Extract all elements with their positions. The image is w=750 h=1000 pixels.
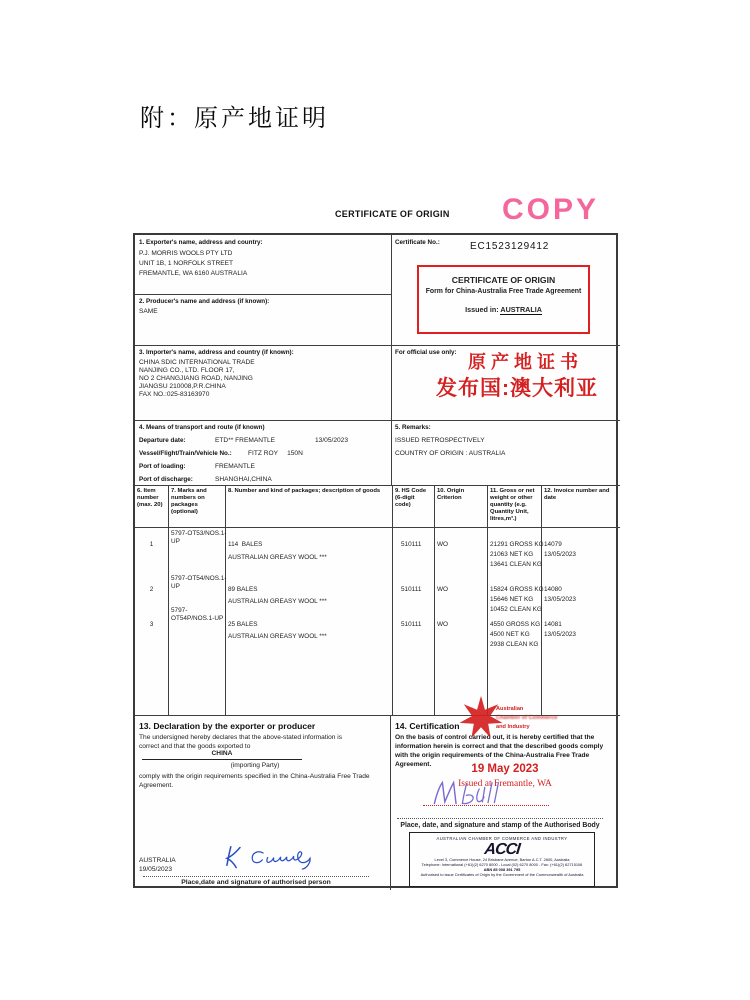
certificate-document <box>133 233 618 888</box>
exporter-label: 1. Exporter's name, address and country: <box>139 239 263 246</box>
row-marks: UP <box>171 538 180 545</box>
declaration-text: correct and that the goods exported to <box>139 743 251 750</box>
official-use-label: For official use only: <box>395 349 457 356</box>
row-invoice-date: 13/05/2023 <box>544 631 576 638</box>
divider <box>434 485 435 715</box>
authorised-body-caption: Place, date, and signature and stamp of the Authorised Body <box>400 822 600 829</box>
col-header-weight: 11. Gross or net weight or other quantity (e.g. Quantity Unit, litres,m³.) <box>490 488 535 522</box>
departure-date: 13/05/2023 <box>315 437 349 444</box>
remarks-label: 5. Remarks: <box>395 424 431 431</box>
row-weight: 2938 CLEAN KG <box>490 641 539 648</box>
col-header-hscode: 9. HS Code (6-digit code) <box>395 488 427 508</box>
declaration-date: 19/05/2023 <box>139 866 173 873</box>
issued-at: Issued at Fremantle, WA <box>458 779 552 789</box>
declaration-caption: Place,date and signature of authorised person <box>181 879 331 886</box>
row-hscode: 510111 <box>401 586 422 593</box>
cert-no-value: EC1523129412 <box>470 241 550 252</box>
fta-issued <box>419 305 588 314</box>
attachment-title: 附：原产地证明 <box>140 105 329 132</box>
row-origin: WO <box>437 586 449 593</box>
row-weight: 21291 GROSS KG <box>490 541 544 548</box>
acci-authorisation: Authorised to issue Certificates of Origin by the Government of the Commonwealth of Australia <box>420 871 584 877</box>
exporter-line: UNIT 1B, 1 NORFOLK STREET <box>139 260 234 267</box>
producer-value: SAME <box>139 308 158 315</box>
col-header-item: 6. Item number (max. 20) <box>137 488 163 508</box>
importer-line: JIANGSU 210008,P.R.CHINA <box>139 383 226 390</box>
acci-header: AUSTRALIAN CHAMBER OF COMMERCE AND INDUSTRY <box>436 836 568 841</box>
row-origin: WO <box>437 621 449 628</box>
col-header-origin: 10. Origin Criterion <box>437 488 465 501</box>
vessel-value: FITZ ROY 150N <box>248 450 303 457</box>
row-weight: 4550 GROSS KG <box>490 621 541 628</box>
divider <box>135 345 620 346</box>
certification-date: 19 May 2023 <box>471 763 539 775</box>
port-discharge-value: SHANGHAI,CHINA <box>215 476 272 483</box>
remarks-line: ISSUED RETROSPECTIVELY <box>395 437 485 444</box>
departure-date-value: ETD** FREMANTLE <box>215 437 276 444</box>
acci-address: Level 3, Commerce House, 24 Brisbane Avenue, Barton A.C.T. 2600, Australia <box>434 857 570 862</box>
acci-stamp <box>409 832 595 887</box>
row-weight: 15646 NET KG <box>490 596 534 603</box>
exporter-line: P.J. MORRIS WOOLS PTY LTD <box>139 250 233 257</box>
origin-cert-cn-stamp: 原产地证书 <box>468 352 583 372</box>
fta-red-frame <box>417 265 590 334</box>
divider <box>390 715 391 890</box>
star-stamp-text: and Industry <box>496 724 530 730</box>
issued-in-label: Issued in: <box>465 305 501 314</box>
declaration-title: 13. Declaration by the exporter or producer <box>139 721 316 731</box>
divider <box>135 294 391 295</box>
transport-label: 4. Means of transport and route (if known) <box>139 424 265 431</box>
declaration-text: comply with the origin requirements specified in the China-Australia Free Trade <box>139 773 370 780</box>
row-invoice: 14079 <box>544 541 562 548</box>
divider <box>541 485 542 715</box>
port-loading-value: FREMANTLE <box>215 463 255 470</box>
port-discharge-label: Port of discharge: <box>139 476 193 483</box>
row-item: 3 <box>149 621 154 628</box>
vessel-label: Vessel/Flight/Train/Vehicle No.: <box>139 450 232 457</box>
col-header-packages: 8. Number and kind of packages; description of goods <box>228 488 381 494</box>
producer-label: 2. Producer's name and address (if known): <box>139 298 270 305</box>
importer-line: NO 2 CHANGJIANG ROAD, NANJING <box>139 375 253 382</box>
importer-label: 3. Importer's name, address and country (if known): <box>139 349 294 356</box>
importer-line: NANJING CO., LTD. FLOOR 17, <box>139 367 235 374</box>
underline <box>142 759 302 760</box>
declaration-place: AUSTRALIA <box>139 857 176 864</box>
declaration-text: Agreement. <box>139 782 174 789</box>
star-stamp-text: Australian <box>496 706 524 712</box>
row-marks: 5797-OT54/NOS.1- <box>171 575 227 582</box>
row-marks: 5797- <box>171 607 188 614</box>
acci-abn: ABN 85 008 391 795 <box>483 866 521 872</box>
star-stamp-text: Chamber of Commerce <box>496 715 558 721</box>
signature-dotted-line <box>143 876 369 877</box>
divider <box>135 420 620 421</box>
row-item: 2 <box>149 586 154 593</box>
row-marks: OT54P/NOS.1-UP <box>171 615 224 622</box>
row-origin: WO <box>437 541 449 548</box>
row-description: AUSTRALIAN GREASY WOOL *** <box>228 633 327 640</box>
row-weight: 10452 CLEAN KG <box>490 606 542 613</box>
declaration-text: The undersigned hereby declares that the above-stated information is <box>139 734 343 741</box>
copy-stamp: COPY <box>502 193 600 226</box>
divider <box>391 235 392 485</box>
document-title: CERTIFICATE OF ORIGIN <box>335 209 450 219</box>
row-weight: 4500 NET KG <box>490 631 530 638</box>
col-header-marks: 7. Marks and numbers on packages (optional) <box>171 488 207 515</box>
certification-dotted-line <box>423 805 549 806</box>
fta-title: CERTIFICATE OF ORIGIN <box>451 275 556 285</box>
row-weight: 13641 CLEAN KG <box>490 561 542 568</box>
row-invoice-date: 13/05/2023 <box>544 596 576 603</box>
divider <box>135 527 620 528</box>
issuing-country-cn-stamp: 发布国:澳大利亚 <box>436 377 598 400</box>
certification-title: 14. Certification <box>395 721 460 731</box>
acci-telephone: Telephone: International (+61)(2) 6270 8000 - Local (02) 6270 8000 - Fax: (+61)(2) 62715106 <box>421 861 583 867</box>
row-item: 1 <box>149 541 154 548</box>
importer-line: FAX NO.:025-83163970 <box>139 391 210 398</box>
row-invoice-date: 13/05/2023 <box>544 551 576 558</box>
row-marks: 5797-OT53/NOS.1- <box>171 530 227 537</box>
port-loading-label: Port of loading: <box>139 463 186 470</box>
departure-date-label: Departure date: <box>139 437 186 444</box>
fta-subtitle: Form for China-Australia Free Trade Agreement <box>425 288 582 295</box>
row-marks: UP <box>171 583 180 590</box>
exporter-signature <box>220 839 320 873</box>
row-hscode: 510111 <box>401 621 422 628</box>
importer-line: CHINA SDIC INTERNATIONAL TRADE <box>139 359 255 366</box>
row-description: AUSTRALIAN GREASY WOOL *** <box>228 554 327 561</box>
divider <box>392 485 393 715</box>
col-header-invoice: 12. Invoice number and date <box>544 488 610 501</box>
divider <box>168 485 169 715</box>
remarks-line: COUNTRY OF ORIGIN : AUSTRALIA <box>395 450 506 457</box>
acci-logo: ACCI <box>483 841 521 858</box>
row-description: AUSTRALIAN GREASY WOOL *** <box>228 598 327 605</box>
issued-in-value: AUSTRALIA <box>500 305 542 314</box>
divider <box>225 485 226 715</box>
authorised-body-dotted-line <box>397 818 603 819</box>
importing-party-caption: (importing Party) <box>230 762 280 769</box>
row-packages: 89 BALES <box>228 586 258 593</box>
row-hscode: 510111 <box>401 541 422 548</box>
certification-text: On the basis of control carried out, it is hereby certified that the information herein is correct and that the described goods comply with the origin requirements of the China-Australia Free Trade Agreement. <box>395 734 604 768</box>
exporter-line: FREMANTLE, WA 6160 AUSTRALIA <box>139 270 248 277</box>
row-packages: 25 BALES <box>228 621 258 628</box>
row-packages: 114 BALES <box>228 541 263 548</box>
row-invoice: 14081 <box>544 621 562 628</box>
row-weight: 15824 GROSS KG <box>490 586 544 593</box>
row-weight: 21063 NET KG <box>490 551 534 558</box>
cert-no-label: Certificate No.: <box>395 239 440 246</box>
importing-country: CHINA <box>211 750 233 757</box>
row-invoice: 14080 <box>544 586 562 593</box>
